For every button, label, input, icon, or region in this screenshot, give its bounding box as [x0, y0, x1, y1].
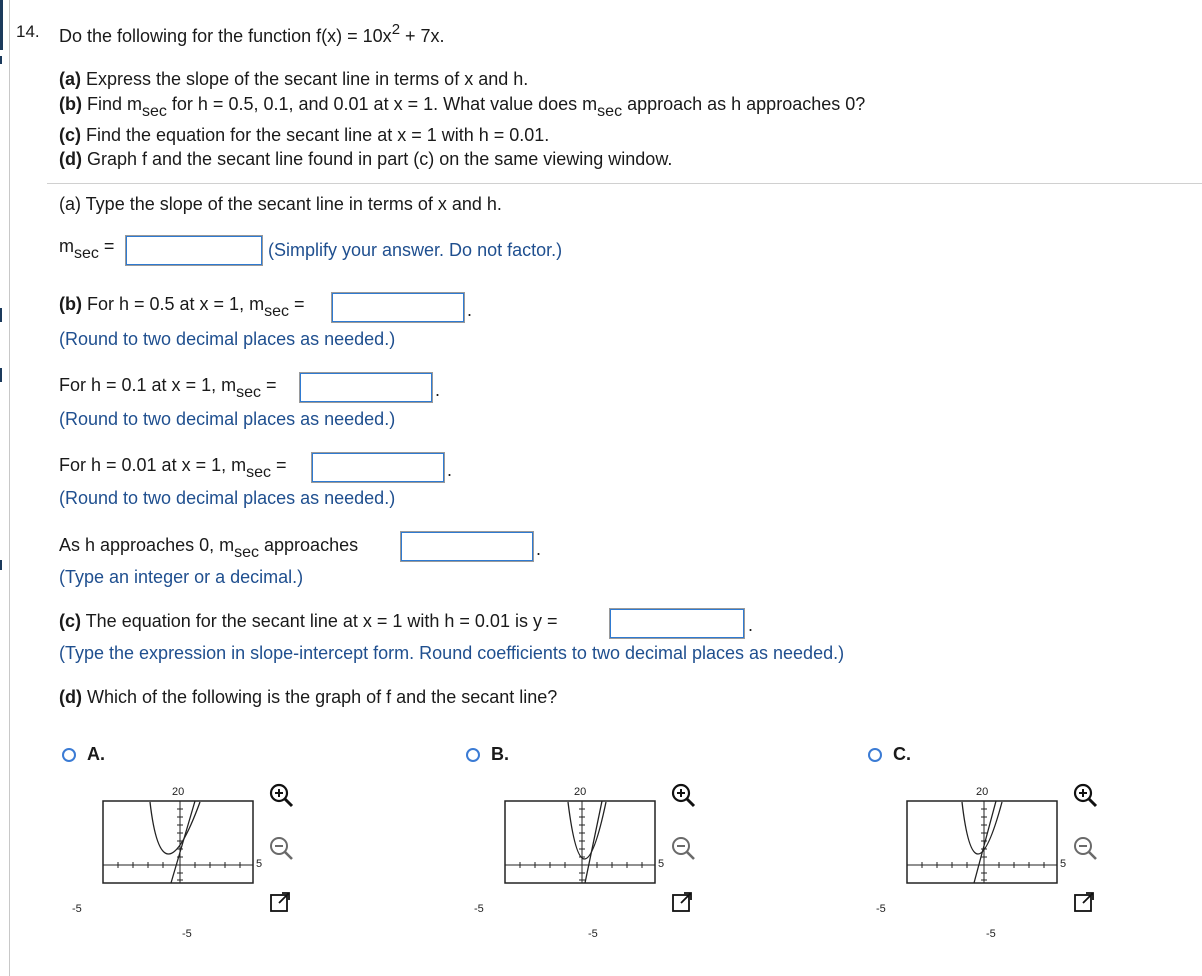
part-c-hint: (Type the expression in slope-intercept form. Round coefficients to two decimal places as needed.) [59, 643, 845, 663]
radio-b[interactable] [466, 748, 480, 762]
option-b[interactable]: B. [466, 744, 509, 765]
x-min-label: -5 [876, 903, 886, 915]
msec-h05-input[interactable] [331, 292, 465, 323]
y-max-label: 20 [976, 786, 989, 798]
divider [47, 183, 1202, 184]
graph-a [72, 776, 263, 940]
round-hint-2: (Round to two decimal places as needed.) [59, 409, 396, 429]
period: . [447, 460, 453, 480]
left-edge-mark [0, 308, 2, 322]
open-window-icon[interactable] [1072, 890, 1096, 919]
period: . [435, 380, 441, 400]
zoom-out-icon[interactable] [670, 835, 696, 866]
approach-hint: (Type an integer or a decimal.) [59, 567, 304, 587]
secant-equation-input[interactable] [609, 608, 745, 639]
part-a-row: msec = [59, 236, 115, 262]
msec-h01-input[interactable] [299, 372, 433, 403]
x-min-label: -5 [474, 903, 484, 915]
part-b-q1: (b) For h = 0.5 at x = 1, msec = [59, 294, 305, 320]
period: . [536, 539, 542, 559]
part-b-q3: For h = 0.01 at x = 1, msec = [59, 455, 287, 481]
part-a-title: (a) Type the slope of the secant line in terms of x and h. [59, 194, 502, 214]
zoom-in-icon[interactable] [1072, 782, 1098, 813]
left-gutter-line [9, 0, 10, 976]
y-max-label: 20 [172, 786, 185, 798]
instruction-d: (d) Graph f and the secant line found in part (c) on the same viewing window. [59, 149, 673, 169]
y-min-label: -5 [182, 928, 192, 940]
graph-c [876, 776, 1067, 940]
graph-b [474, 776, 665, 940]
radio-c[interactable] [868, 748, 882, 762]
zoom-out-icon[interactable] [268, 835, 294, 866]
left-edge-mark [0, 56, 2, 64]
y-min-label: -5 [588, 928, 598, 940]
question-number: 14. [16, 22, 40, 41]
approach-text: As h approaches 0, msec approaches [59, 535, 359, 561]
open-window-icon[interactable] [268, 890, 292, 919]
x-max-label: 5 [256, 858, 263, 870]
question-intro: Do the following for the function $f(x) = 10x^2 + 7x$. [59, 21, 445, 46]
period: . [467, 300, 473, 320]
part-d-text: (d) Which of the following is the graph of f and the secant line? [59, 687, 558, 707]
left-edge-bar [0, 0, 3, 50]
x-max-label: 5 [1060, 858, 1067, 870]
round-hint-3: (Round to two decimal places as needed.) [59, 488, 396, 508]
x-min-label: -5 [72, 903, 82, 915]
instruction-b: (b) Find msec for h = 0.5, 0.1, and 0.01 at x = 1. What value does msec approach as h approaches 0? [59, 94, 866, 120]
msec-h001-input[interactable] [311, 452, 445, 483]
instruction-c: (c) Find the equation for the secant line at x = 1 with h = 0.01. [59, 125, 550, 145]
option-c[interactable]: C. [868, 744, 911, 765]
part-a-hint: (Simplify your answer. Do not factor.) [268, 240, 563, 260]
msec-expression-input[interactable] [125, 235, 263, 266]
x-max-label: 5 [658, 858, 665, 870]
radio-a[interactable] [62, 748, 76, 762]
instruction-a: (a) Express the slope of the secant line in terms of x and h. [59, 69, 529, 89]
part-b-q2: For h = 0.1 at x = 1, msec = [59, 375, 277, 401]
zoom-in-icon[interactable] [268, 782, 294, 813]
period: . [748, 615, 754, 635]
left-edge-mark [0, 368, 2, 382]
option-a[interactable]: A. [62, 744, 105, 765]
round-hint-1: (Round to two decimal places as needed.) [59, 329, 396, 349]
zoom-out-icon[interactable] [1072, 835, 1098, 866]
limit-value-input[interactable] [400, 531, 534, 562]
y-min-label: -5 [986, 928, 996, 940]
open-window-icon[interactable] [670, 890, 694, 919]
zoom-in-icon[interactable] [670, 782, 696, 813]
left-edge-mark [0, 560, 2, 570]
part-c-text: (c) The equation for the secant line at x = 1 with h = 0.01 is y = [59, 611, 558, 631]
y-max-label: 20 [574, 786, 587, 798]
